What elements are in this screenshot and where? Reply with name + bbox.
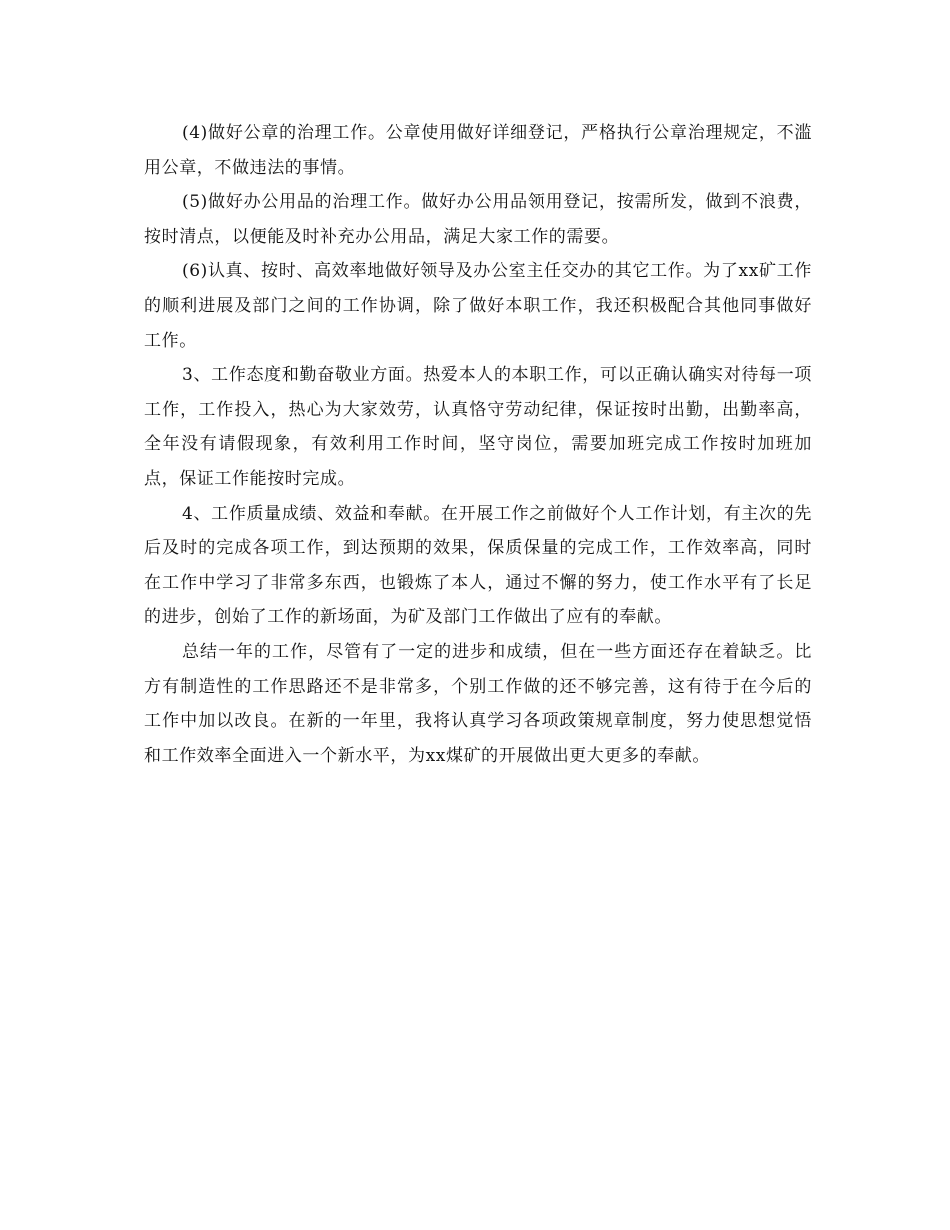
paragraph-office-supplies: (5)做好办公用品的治理工作。做好办公用品领用登记，按需所发，做到不浪费，按时清点，以便能及时补充办公用品，满足大家工作的需要。	[144, 192, 812, 247]
paragraph-assigned-tasks: (6)认真、按时、高效率地做好领导及办公室主任交办的其它工作。为了xx矿工作的顺利进展及部门之间的工作协调，除了做好本职工作，我还积极配合其他同事做好工作。	[144, 261, 812, 351]
paragraph-summary: 总结一年的工作，尽管有了一定的进步和成绩，但在一些方面还存在着缺乏。比方有制造性的工作思路还不是非常多，个别工作做的还不够完善，这有待于在今后的工作中加以改良。在新的一年里，我将认真学习各项政策规章制度，努力使思想觉悟和工作效率全面进入一个新水平，为xx煤矿的开展做出更大更多的奉献。	[144, 641, 812, 766]
document-body	[144, 116, 812, 773]
paragraph-work-attitude: 3、工作态度和勤奋敬业方面。热爱本人的本职工作，可以正确认确实对待每一项工作，工作投入，热心为大家效劳，认真恪守劳动纪律，保证按时出勤，出勤率高，全年没有请假现象，有效利用工作时间，坚守岗位，需要加班完成工作按时加班加点，保证工作能按时完成。	[144, 365, 812, 489]
paragraph-seal-management: (4)做好公章的治理工作。公章使用做好详细登记，严格执行公章治理规定，不滥用公章，不做违法的事情。	[144, 123, 812, 178]
paragraph-work-quality: 4、工作质量成绩、效益和奉献。在开展工作之前做好个人工作计划，有主次的先后及时的完成各项工作，到达预期的效果，保质保量的完成工作，工作效率高，同时在工作中学习了非常多东西，也锻炼了本人，通过不懈的努力，使工作水平有了长足的进步，创始了工作的新场面，为矿及部门工作做出了应有的奉献。	[144, 503, 812, 628]
